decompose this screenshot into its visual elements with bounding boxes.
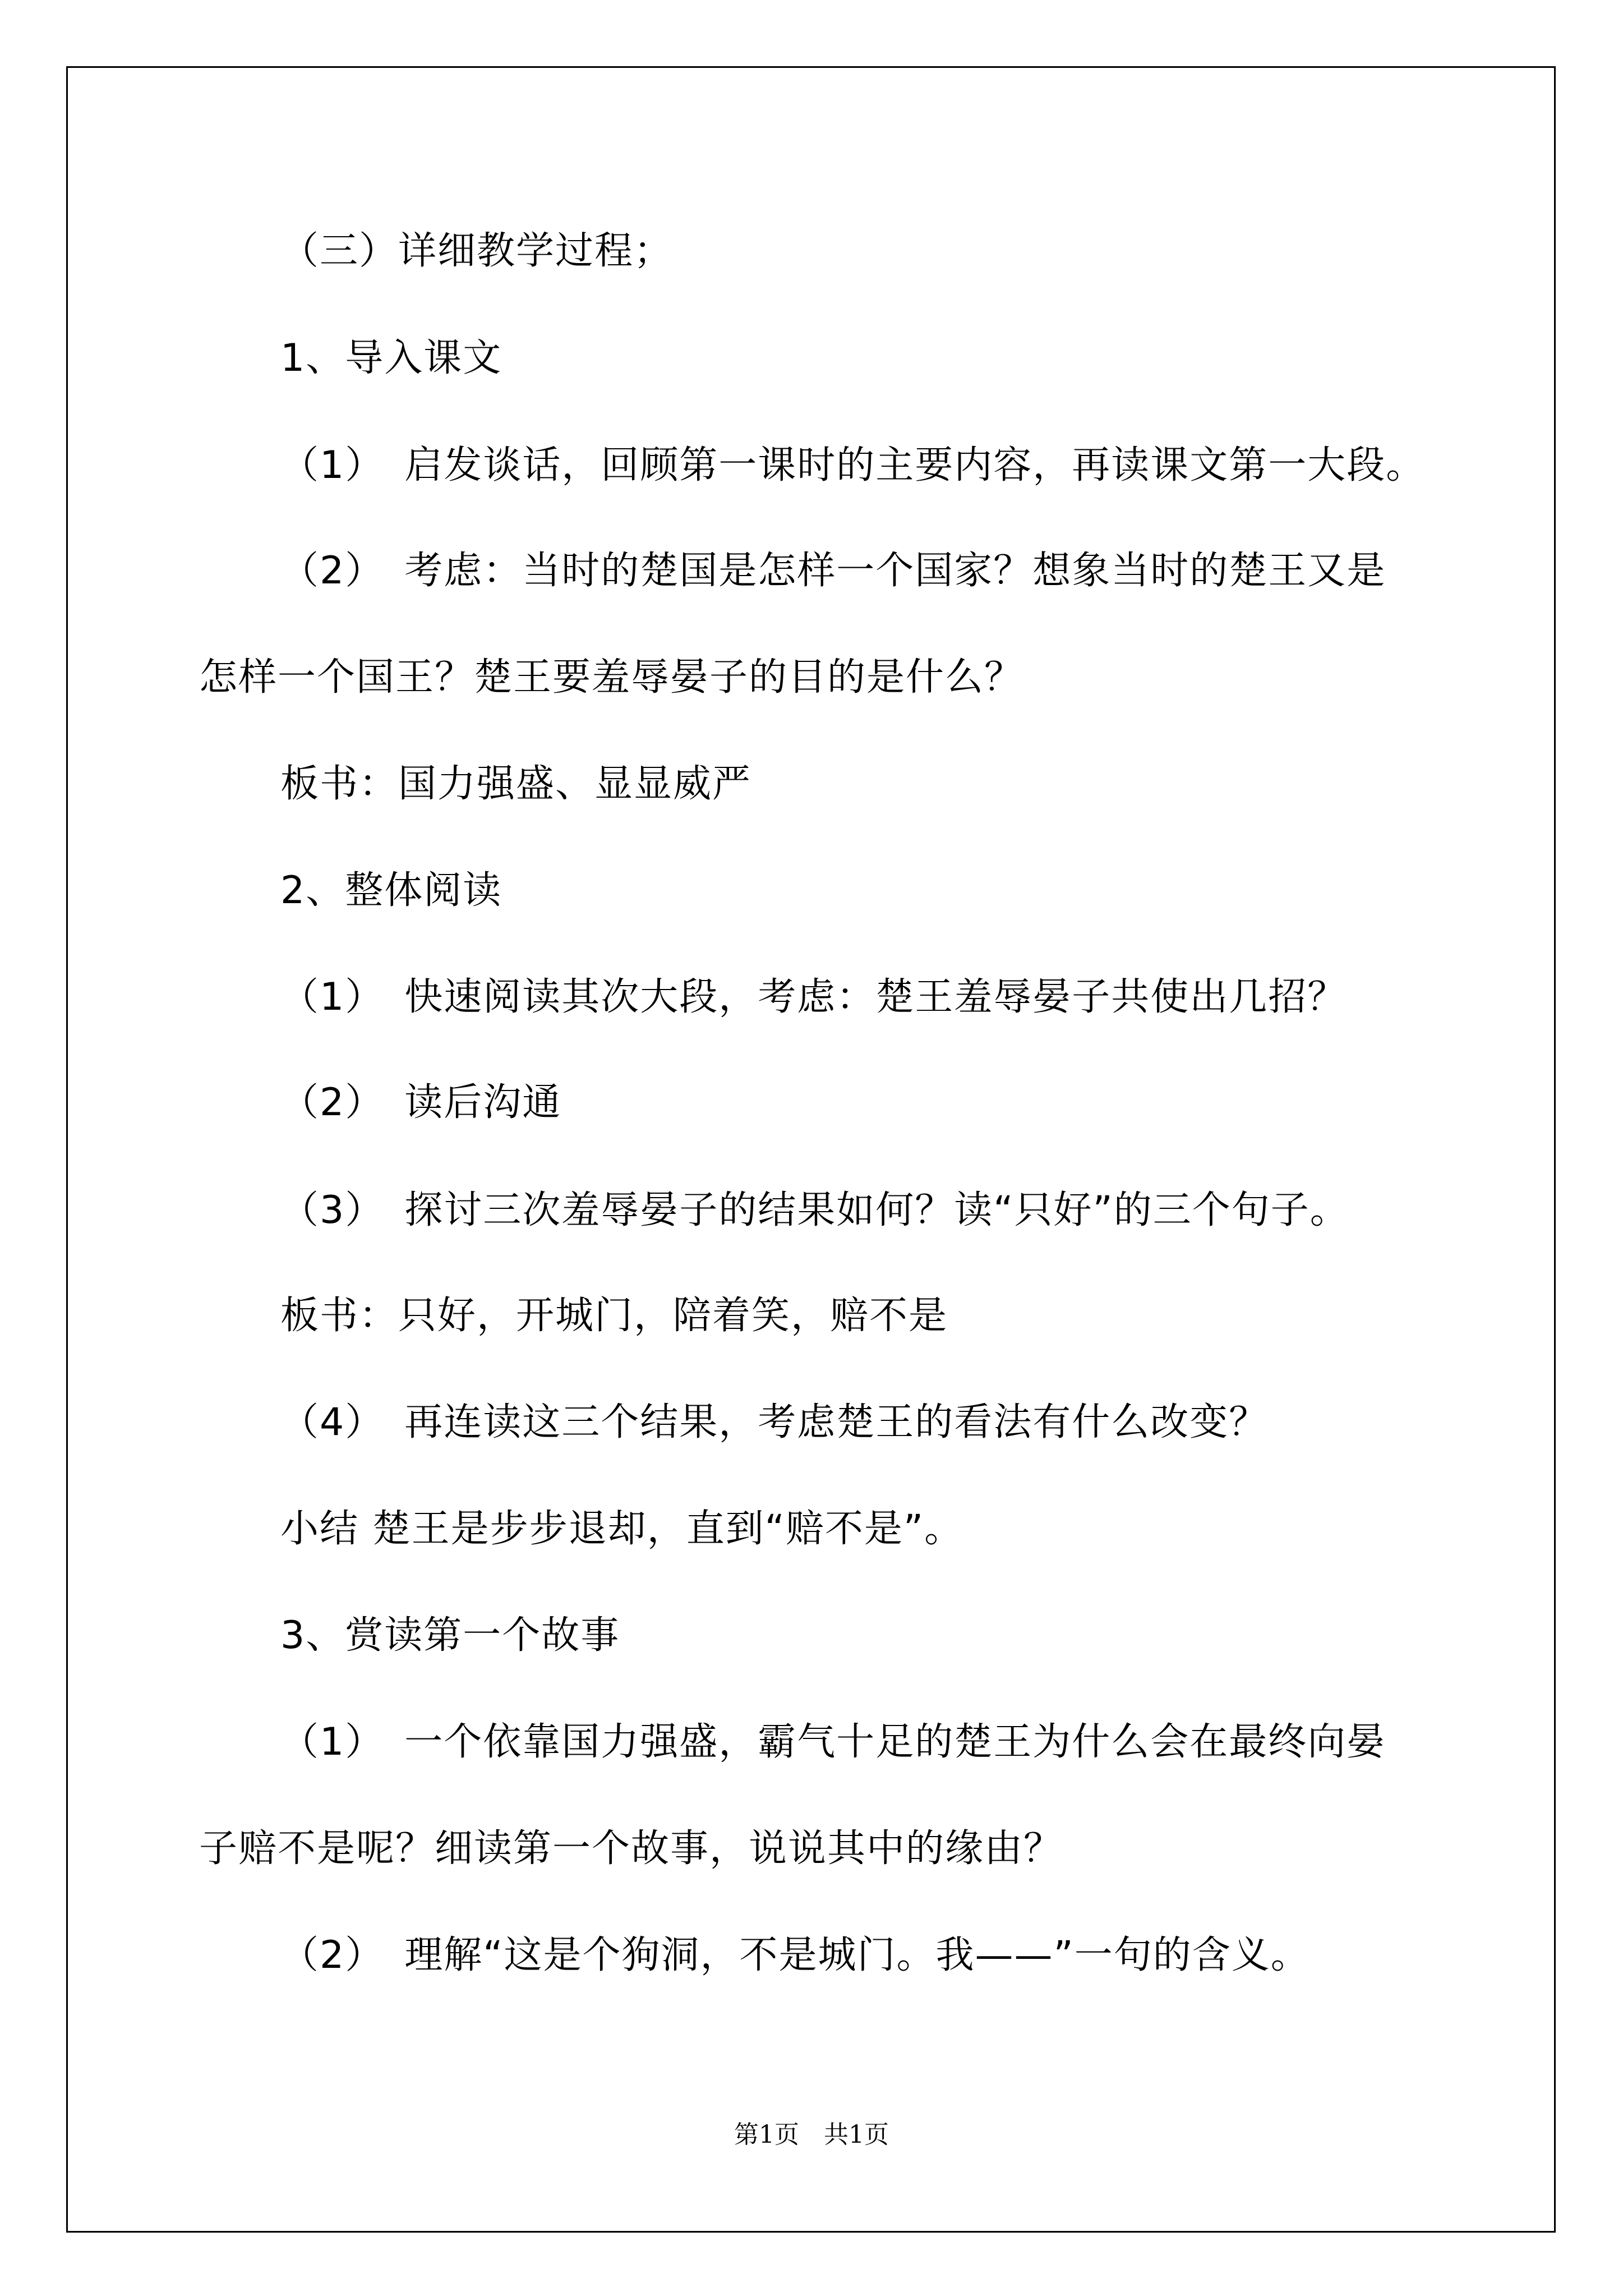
paragraph-line: （2） 理解“这是个狗洞，不是城门。我——”一句的含义。 <box>280 1933 1310 1977</box>
step-heading-2: 2、整体阅读 <box>280 868 502 913</box>
paragraph-line: （3） 探讨三次羞辱晏子的结果如何？读“只好”的三个句子。 <box>280 1188 1349 1232</box>
paragraph-line: 子赔不是呢？细读第一个故事，说说其中的缘由？ <box>199 1826 1063 1871</box>
paragraph-line: （1） 一个依靠国力强盛，霸气十足的楚王为什么会在最终向晏 <box>280 1720 1386 1764</box>
board-note: 板书：国力强盛、显显威严 <box>280 762 752 806</box>
paragraph-line: （1） 快速阅读其次大段，考虑：楚王羞辱晏子共使出几招？ <box>280 975 1347 1019</box>
paragraph-line: （4） 再连读这三个结果，考虑楚王的看法有什么改变？ <box>280 1400 1269 1444</box>
paragraph-line: （2） 读后沟通 <box>280 1080 562 1125</box>
section-heading: （三）详细教学过程； <box>280 229 674 273</box>
summary-line: 小结 楚王是步步退却，直到“赔不是”。 <box>280 1507 964 1551</box>
step-heading-1: 1、导入课文 <box>280 336 502 380</box>
board-note: 板书：只好，开城门，陪着笑，赔不是 <box>280 1294 948 1338</box>
paragraph-line: （2） 考虑：当时的楚国是怎样一个国家？想象当时的楚王又是 <box>280 549 1386 593</box>
paragraph-line: （1） 启发谈话，回顾第一课时的主要内容，再读课文第一大段。 <box>280 443 1426 487</box>
paragraph-line: 怎样一个国王？楚王要羞辱晏子的目的是什么？ <box>199 655 1024 700</box>
page-footer: 第1页 共1页 <box>734 2120 889 2149</box>
step-heading-3: 3、赏读第一个故事 <box>280 1613 620 1658</box>
